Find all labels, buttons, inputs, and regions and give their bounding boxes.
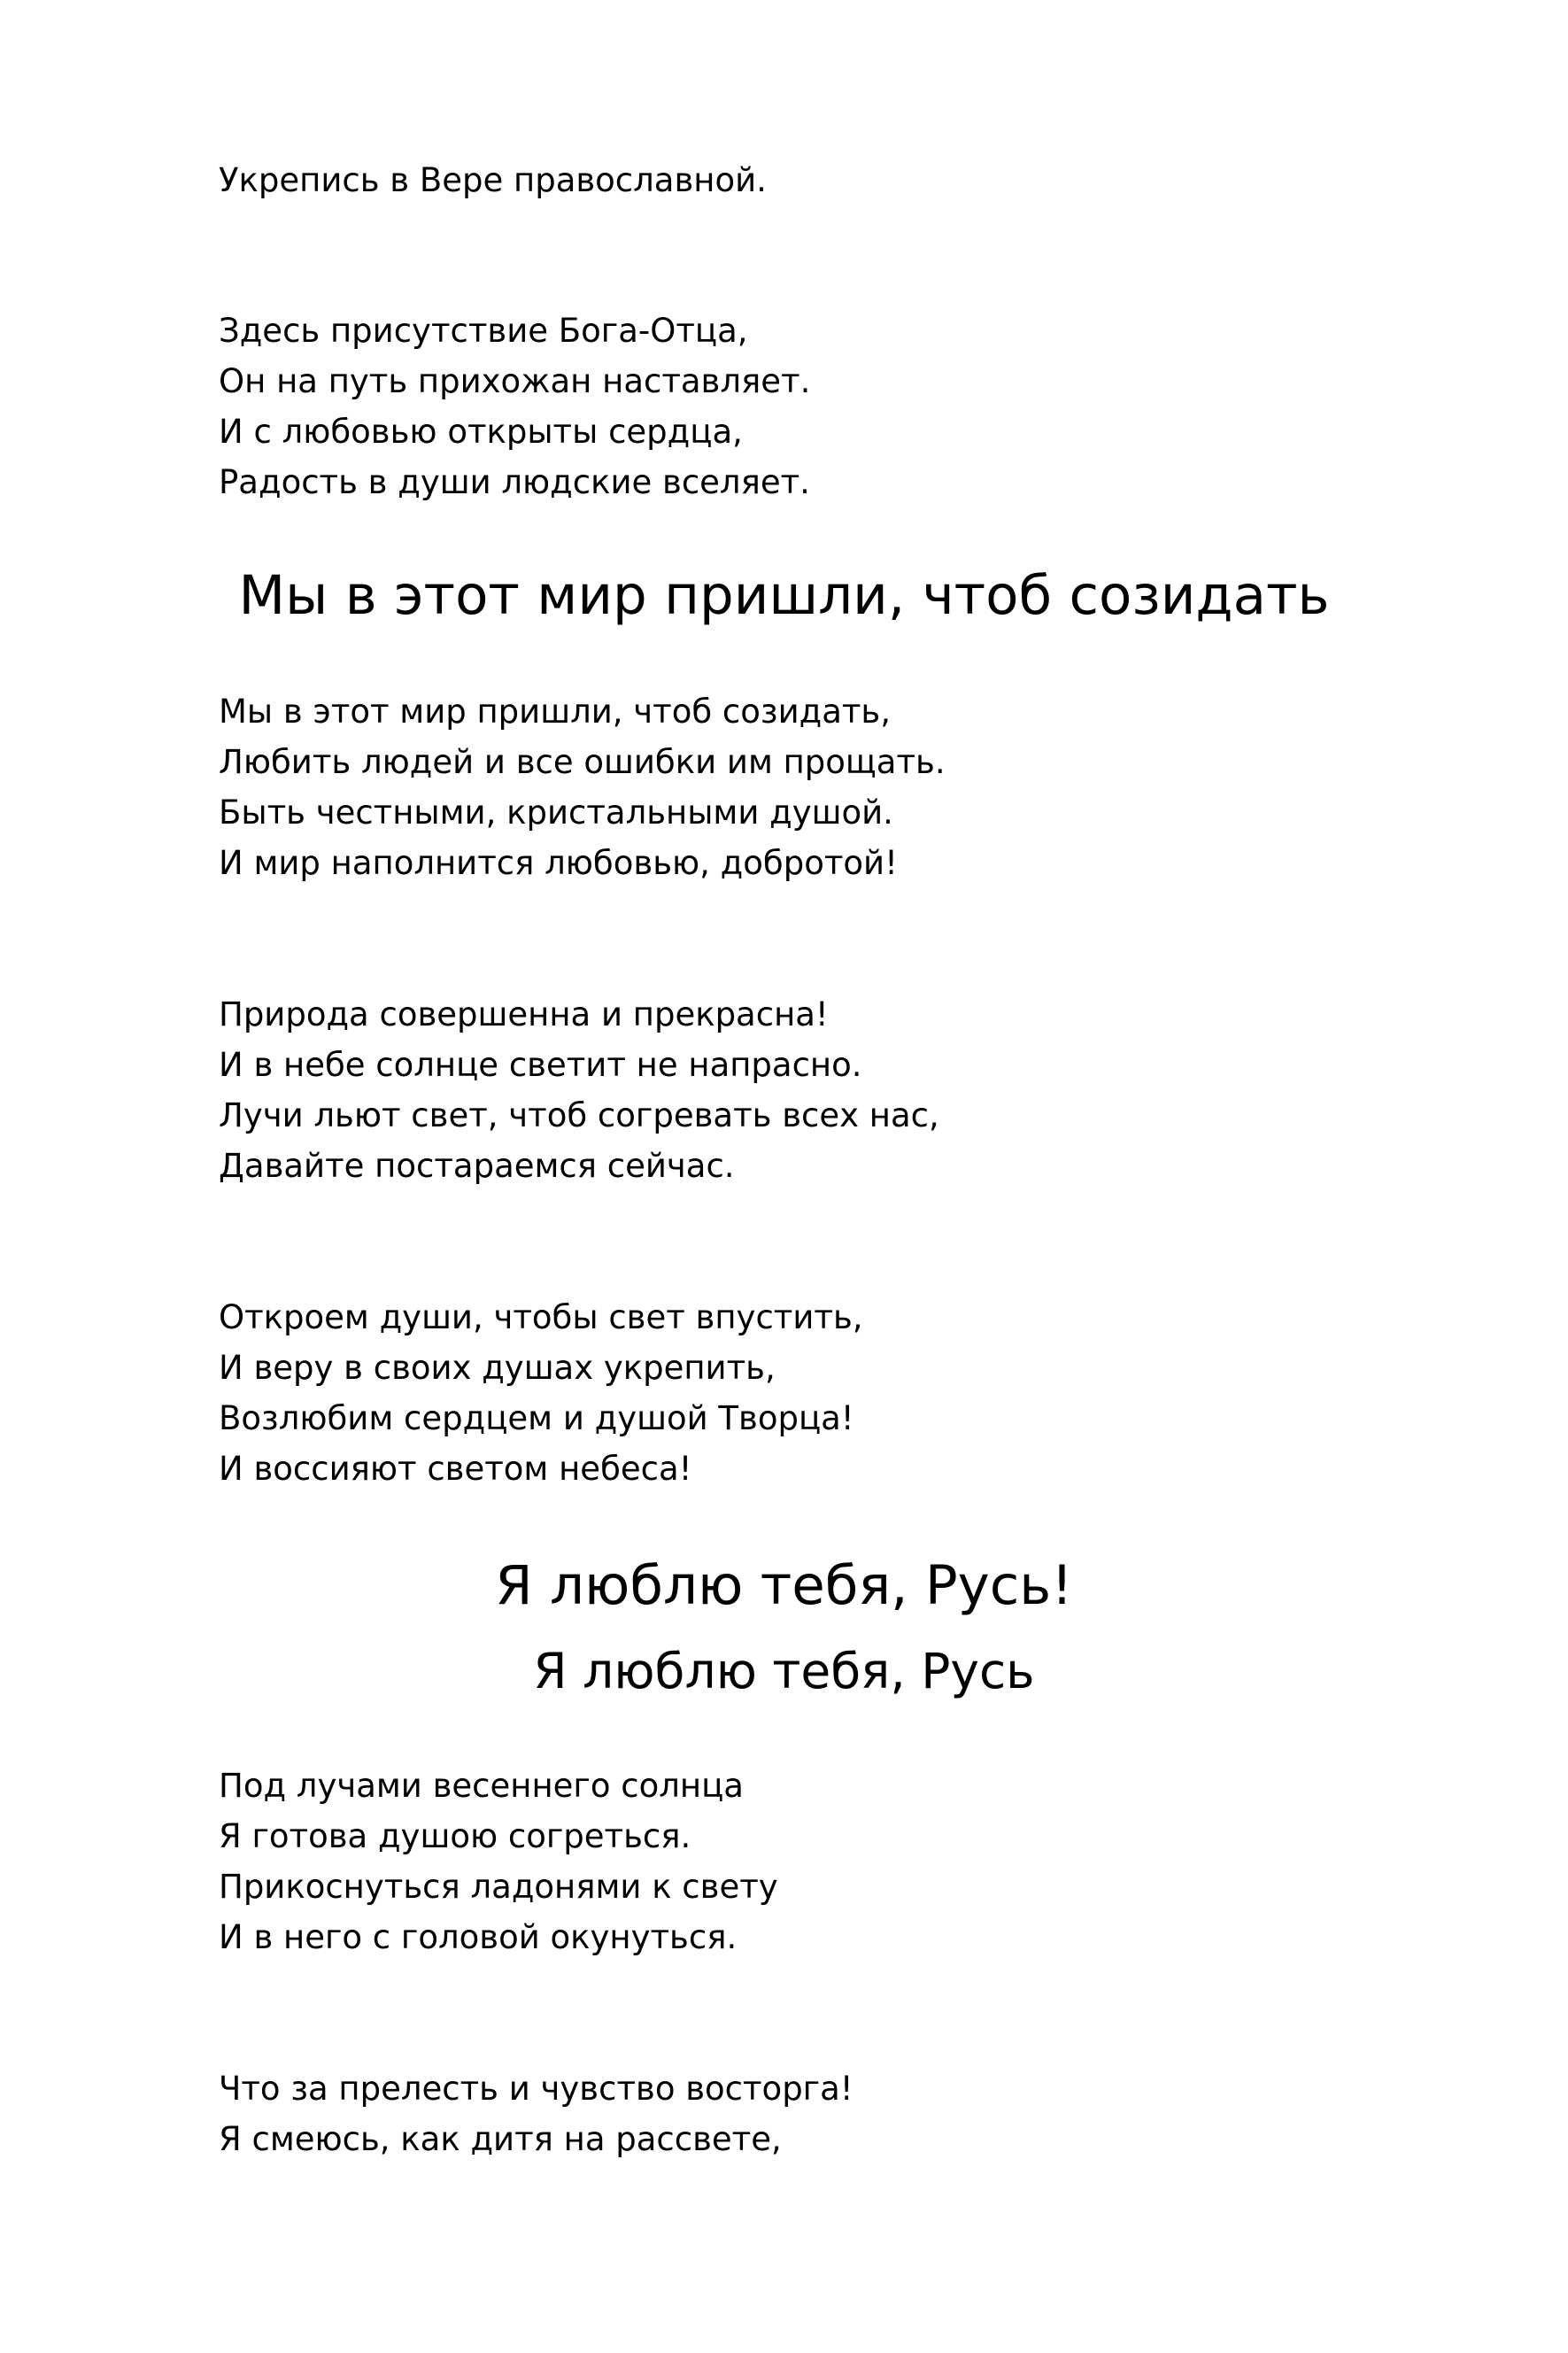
- poem-line: Возлюбим сердцем и душой Творца!: [219, 1399, 854, 1437]
- poem-line: И с любовью открыты сердца,: [219, 413, 743, 451]
- stanza: [219, 1761, 1370, 1962]
- poem-line: И в небе солнце светит не напрасно.: [219, 1046, 862, 1084]
- poem-line: Откроем души, чтобы свет впустить,: [219, 1298, 863, 1336]
- poem-line: Давайте постараемся сейчас.: [219, 1147, 735, 1185]
- stanza: [219, 2063, 1370, 2164]
- poem-line: Прикоснуться ладонями к свету: [219, 1868, 778, 1906]
- poem-line: Лучи льют свет, чтоб согревать всех нас,: [219, 1096, 939, 1134]
- stanza: [219, 686, 1370, 888]
- poem-line: Мы в этот мир пришли, чтоб созидать,: [219, 693, 891, 731]
- poem-line: Под лучами весеннего солнца: [219, 1767, 744, 1805]
- poem-line: Здесь присутствие Бога-Отца,: [219, 312, 748, 350]
- poem-line: Что за прелесть и чувство восторга!: [219, 2070, 854, 2108]
- poem-title: Мы в этот мир пришли, чтоб созидать: [238, 564, 1330, 627]
- poem-line: И в него с головой окунуться.: [219, 1918, 738, 1956]
- poem-line: Радость в души людские вселяет.: [219, 463, 810, 501]
- poem-line: Я готова душою согреться.: [219, 1817, 691, 1855]
- poem-line: Быть честными, кристальными душой.: [219, 793, 893, 832]
- poem-line: Укрепись в Вере православной.: [219, 161, 767, 199]
- opening-stanza: [219, 155, 1370, 205]
- stanza: [219, 1292, 1370, 1494]
- section-title: Я люблю тебя, Русь!: [495, 1554, 1073, 1617]
- poem-line: Любить людей и все ошибки им прощать.: [219, 743, 946, 781]
- poem-line: Природа совершенна и прекрасна!: [219, 995, 829, 1033]
- poem-line: Я смеюсь, как дитя на рассвете,: [219, 2120, 782, 2158]
- poem-line: Он на путь прихожан наставляет.: [219, 362, 811, 400]
- poem-line: И мир наполнится любовью, добротой!: [219, 844, 898, 882]
- stanza: [219, 306, 1370, 507]
- poem-title: Я люблю тебя, Русь: [533, 1643, 1035, 1699]
- stanza: [219, 989, 1370, 1191]
- poem-line: И веру в своих душах укрепить,: [219, 1349, 776, 1387]
- poem-line: И воссияют светом небеса!: [219, 1450, 692, 1488]
